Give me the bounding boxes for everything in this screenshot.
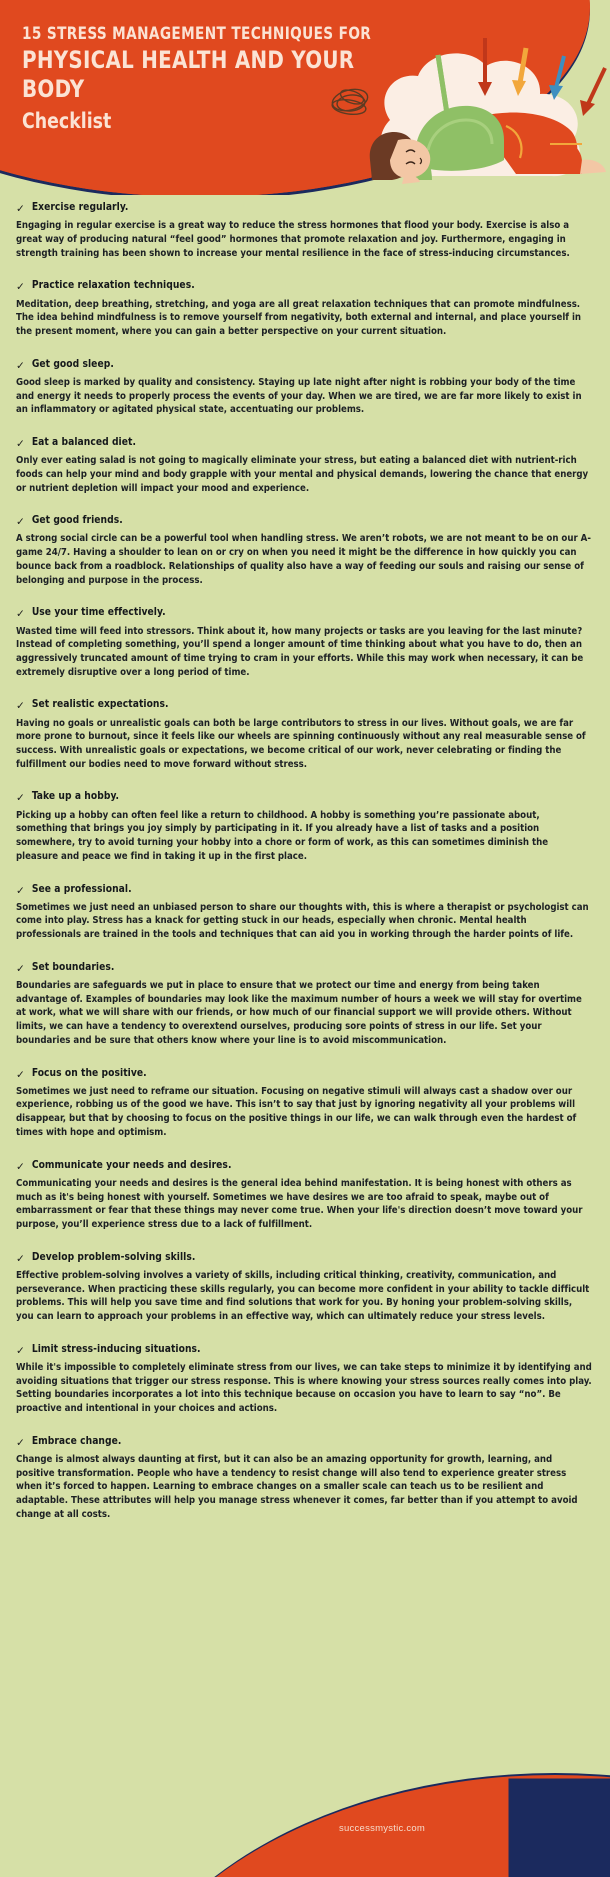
check-icon: ✓ (16, 359, 25, 372)
list-item-title: Practice relaxation techniques. (31, 280, 195, 292)
list-item-header (16, 279, 594, 294)
page-title-line-1: 15 STRESS MANAGEMENT TECHNIQUES FOR (22, 24, 372, 43)
list-item-body: Sometimes we just need an unbiased person to share our thoughts with, this is where a therapist or psychologist can come into play. Stress has a knack for getting stuck in our heads, especially when chronic. Mental health professionals are trained in the tools and techniques that can aid you in working through the harder points of life. (16, 901, 589, 941)
check-icon: ✓ (16, 1252, 25, 1265)
check-icon: ✓ (16, 962, 25, 975)
check-icon: ✓ (16, 437, 25, 450)
list-item-body: Effective problem-solving involves a variety of skills, including critical thinking, creativity, communication, and perseverance. When practicing these skills regularly, you can become more confident in your ability to tackle difficult problems. This will help you save time and find solutions that work for you. By honing your problem-solving skills, you can learn to approach your problems in an effective way, which can ultimately reduce your stress levels. (16, 1269, 590, 1323)
list-item (16, 279, 594, 338)
list-item-body: Sometimes we just need to reframe our situation. Focusing on negative stimuli will always cast a shadow over our experience, robbing us of the good we have. This isn’t to say that just by ignoring negativity all your problems will disappear, but that by choosing to focus on the positive things in our life, we can walk through even the hardest of times with hope and optimism. (16, 1085, 577, 1138)
list-item-title: Focus on the positive. (31, 1067, 147, 1079)
list-item (16, 1067, 594, 1140)
list-item-title: Exercise regularly. (31, 202, 129, 213)
list-item-body: Change is almost always daunting at first, but it can also be an amazing opportunity for growth, learning, and positive transformation. People who have a tendency to resist change will also tend to experience greater stress when it’s forced to happen. Learning to embrace changes on a smaller scale can teach us to be resilient and adaptable. These attributes will help you manage stress whenever it comes, far better than if you attempt to avoid change at all costs. (16, 1453, 578, 1520)
list-item-header (16, 201, 594, 216)
list-item-header (16, 514, 594, 529)
page-title-line-2: PHYSICAL HEALTH AND YOUR BODY (22, 46, 355, 104)
check-icon: ✓ (16, 281, 25, 294)
list-item (16, 606, 594, 679)
check-icon: ✓ (16, 700, 25, 713)
list-item (16, 201, 594, 260)
website-url: successmystic.com (339, 1823, 426, 1834)
list-item-title: Get good friends. (31, 515, 123, 527)
poster-header (0, 0, 610, 195)
check-icon: ✓ (16, 608, 25, 621)
list-item-header (16, 436, 594, 451)
list-item (16, 1159, 594, 1232)
list-item-body: Having no goals or unrealistic goals can both be large contributors to stress in our lives. Without goals, we are far more prone to burnout, since it feels like our wheels are spinning continuously without any real measurable sense of success. With unrealistic goals or expectations, we become critical of our work, never celebrating or finding the fulfillment our bodies need to move forward without stress. (16, 717, 586, 770)
list-item-body: Wasted time will feed into stressors. Think about it, how many projects or tasks are you leaving for the last minute? Instead of completing something, you’ll spend a longer amount of time thinking about what you have to do, then an aggressively truncated amount of time trying to cram in your efforts. While this may work when necessary, it can be extremely disruptive over a long period of time. (16, 625, 584, 678)
list-item-header (16, 1343, 594, 1358)
header-title-block (22, 24, 442, 134)
check-icon: ✓ (16, 1160, 25, 1173)
list-item-body: Engaging in regular exercise is a great way to reduce the stress hormones that flood your body. Exercise is also a great way of producing natural “feel good” hormones that promote relaxation and joy. Furthermore, engaging in strength training has been shown to increase your mental resilience in the face of stress-inducing circumstances. (16, 220, 570, 259)
list-item-title: Get good sleep. (31, 358, 114, 370)
list-item-title: Develop problem-solving skills. (31, 1251, 196, 1263)
list-item-title: Set boundaries. (31, 961, 115, 973)
list-item-body: Meditation, deep breathing, stretching, and yoga are all great relaxation techniques that can promote mindfulness. The idea behind mindfulness is to remove yourself from negativity, both external and internal, and place yourself in the present moment, where you can gain a better perspective on your current situation. (16, 298, 582, 337)
check-icon: ✓ (16, 884, 25, 897)
list-item-body: A strong social circle can be a powerful tool when handling stress. We aren’t robots, we are not meant to be on our A-game 24/7. Having a shoulder to lean on or cry on when you need it might be the difference in how quickly you can bounce back from a roadblock. Relationships of quality also have a way of feeding our souls and raising our sense of belonging and purpose in the process. (16, 533, 591, 586)
list-item (16, 514, 594, 587)
list-item (16, 358, 594, 417)
list-item-header (16, 1435, 594, 1450)
list-item-header (16, 961, 594, 976)
list-item-header (16, 1067, 594, 1082)
list-item-title: Set realistic expectations. (31, 699, 169, 711)
list-item-header (16, 790, 594, 805)
list-item-body: Good sleep is marked by quality and consistency. Staying up late night after night is robbing your body of the time and energy it needs to properly process the events of your day. When we are tired, we are far more likely to exist in an inflammatory or agitated physical state, accentuating our problems. (16, 376, 582, 416)
list-item-header (16, 606, 594, 621)
check-icon: ✓ (16, 792, 25, 805)
list-item (16, 961, 594, 1048)
list-item-body: Communicating your needs and desires is the general idea behind manifestation. It is being honest with others as much as it's being honest with yourself. Sometimes we have desires we are too afraid to speak, maybe out of embarrassment or fear that these things may never come true. When your life's direction doesn’t move toward your purpose, you’ll experience stress due to a lack of fulfillment. (16, 1177, 583, 1230)
list-item-body: While it's impossible to completely eliminate stress from our lives, we can take steps to minimize it by identifying and avoiding situations that trigger our stress response. This is where knowing your stress sources really comes into play. Setting boundaries incorporates a lot into this technique because on occasion you have to learn to say “no”. Be proactive and intentional in your choices and actions. (16, 1361, 592, 1415)
list-item-header (16, 358, 594, 373)
list-item-title: Eat a balanced diet. (31, 436, 136, 448)
check-icon: ✓ (16, 1068, 25, 1081)
list-item (16, 1343, 594, 1416)
checklist-container (0, 201, 610, 1522)
list-item-body: Only ever eating salad is not going to magically eliminate your stress, but eating a balanced diet with nutrient-rich foods can help your mind and body grapple with your mental and physical demands, lowering the chance that energy or nutrient depletion will impact your mood and experience. (16, 455, 589, 494)
check-icon: ✓ (16, 1344, 25, 1357)
list-item-title: Take up a hobby. (31, 791, 120, 803)
list-item (16, 883, 594, 942)
list-item-header (16, 883, 594, 898)
list-item-title: Use your time effectively. (31, 607, 166, 619)
list-item (16, 1251, 594, 1324)
check-icon: ✓ (16, 516, 25, 529)
list-item (16, 698, 594, 771)
list-item-body: Boundaries are safeguards we put in place to ensure that we protect our time and energy from being taken advantage of. Examples of boundaries may look like the maximum number of hours a week we will stay for overtime at work, what we will share with our friends, or how much of our financial support we will provide others. Without limits, we can have a tendency to overextend ourselves, producing sore points of stress in our life. Set your boundaries and be sure that others know where your line is to avoid miscommunication. (16, 980, 582, 1046)
list-item-title: See a professional. (31, 883, 132, 895)
page-title-line-3: Checklist (22, 109, 112, 134)
list-item (16, 1435, 594, 1522)
list-item-title: Limit stress-inducing situations. (31, 1343, 201, 1355)
list-item-header (16, 1251, 594, 1266)
list-item-title: Communicate your needs and desires. (31, 1159, 232, 1171)
check-icon: ✓ (16, 203, 25, 215)
list-item-title: Embrace change. (31, 1435, 122, 1447)
poster-footer (0, 1767, 610, 1877)
list-item-body: Picking up a hobby can often feel like a return to childhood. A hobby is something you’re passionate about, something that brings you joy simply by participating in it. If you already have a list of tasks and a position somewhere, try to avoid turning your hobby into a chore or form of work, as this can sometimes diminish the pleasure and peace we find in taking it up in the first place. (16, 809, 549, 862)
list-item (16, 790, 594, 863)
list-item (16, 436, 594, 495)
check-icon: ✓ (16, 1436, 25, 1449)
list-item-header (16, 698, 594, 713)
list-item-header (16, 1159, 594, 1174)
